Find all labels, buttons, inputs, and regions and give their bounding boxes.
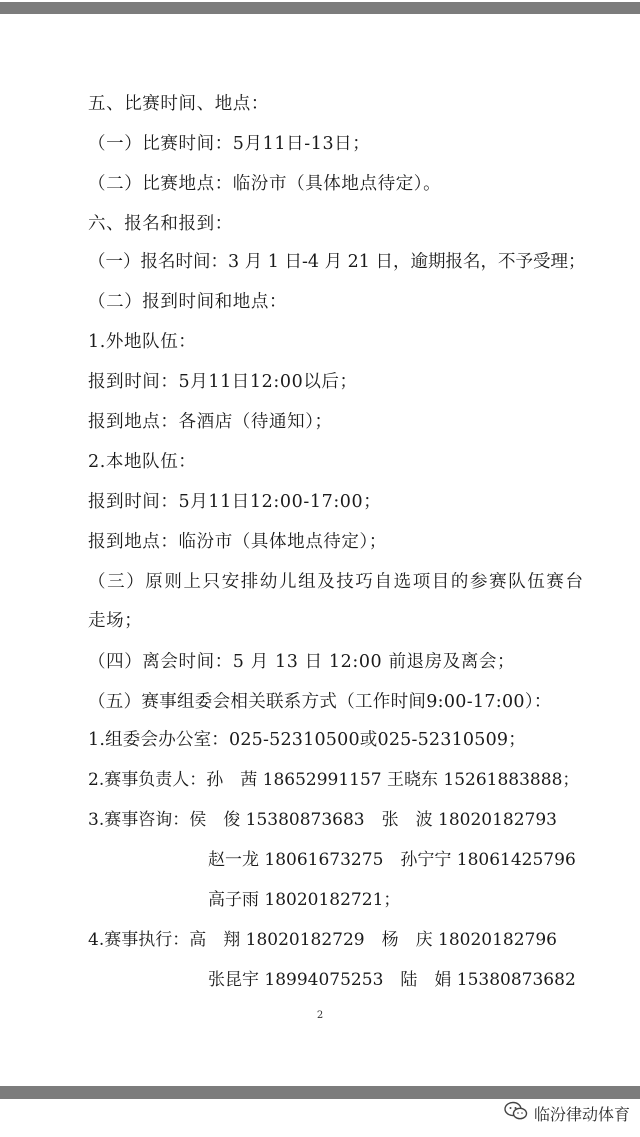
text-line: 走场； — [88, 611, 143, 631]
text-line: 报到地点：各酒店（待通知）； — [88, 412, 333, 432]
text-line: （二）比赛地点：临汾市（具体地点待定）。 — [88, 174, 442, 194]
text-line: （一）比赛时间：5月11日-13日； — [88, 134, 371, 154]
section-title-6: 六、报名和报到： — [88, 214, 233, 234]
text-line: 报到时间：5月11日12:00以后； — [88, 372, 358, 392]
text-line: 报到地点：临汾市（具体地点待定）； — [88, 532, 387, 552]
contact-line: 张昆宇 18994075253 陆 娟 15380873682 — [208, 970, 576, 990]
contact-line: 赵一龙 18061673275 孙宁宁 18061425796 — [208, 850, 576, 870]
text-line: （二）报到时间和地点： — [88, 292, 288, 312]
text-line: （一）报名时间：3 月 1 日-4 月 21 日，逾期报名，不予受理； — [88, 252, 586, 272]
contact-line: 3.赛事咨询：侯 俊 15380873683 张 波 18020182793 — [88, 810, 557, 830]
contact-line: 4.赛事执行：高 翔 18020182729 杨 庆 18020182796 — [88, 930, 557, 950]
text-line: 1.组委会办公室：025-52310500或025-52310509； — [88, 730, 526, 750]
text-line: （五）赛事组委会相关联系方式（工作时间9:00-17:00）： — [88, 692, 552, 712]
page-number: 2 — [316, 1010, 324, 1021]
text-line: 1.外地队伍： — [88, 332, 197, 352]
watermark — [504, 1098, 630, 1128]
text-line: 2.本地队伍： — [88, 452, 197, 472]
contact-line: 高子雨 18020182721； — [208, 890, 401, 910]
watermark-text: 临汾律动体育 — [533, 1104, 630, 1124]
top-border-bar — [0, 2, 640, 14]
contact-line: 2.赛事负责人：孙 茜 18652991157 王晓东 15261883888； — [88, 770, 580, 790]
text-line: （四）离会时间：5 月 13 日 12:00 前退房及离会； — [88, 652, 516, 672]
wechat-icon — [504, 1101, 528, 1125]
section-title-5: 五、比赛时间、地点： — [88, 94, 269, 114]
text-line: （三）原则上只安排幼儿组及技巧自选项目的参赛队伍赛台 — [88, 572, 585, 592]
text-line: 报到时间：5月11日12:00-17:00； — [88, 492, 382, 512]
